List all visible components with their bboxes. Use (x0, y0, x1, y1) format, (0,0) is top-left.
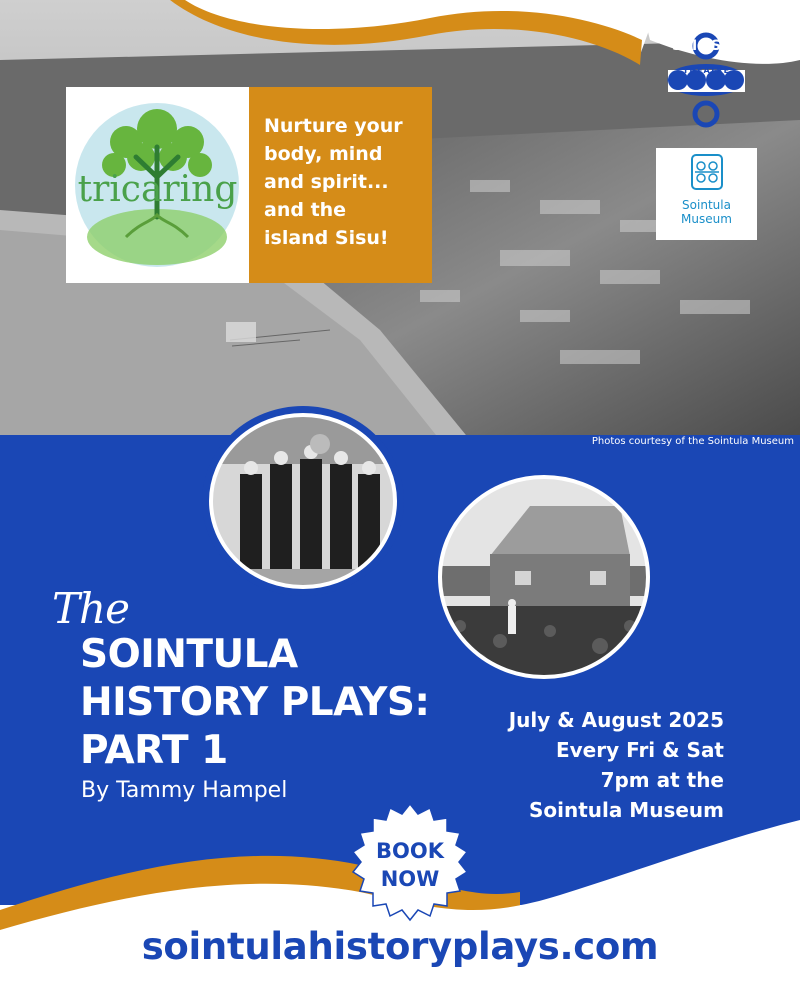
tagline-line: and spirit... (264, 171, 389, 193)
show-title-the: The (52, 584, 129, 633)
museum-logo-line: Sointula (682, 198, 731, 212)
show-title-line: PART 1 (80, 728, 228, 773)
book-now-label[interactable] (345, 837, 475, 893)
show-title-line: SOINTULA (80, 632, 298, 677)
show-title-line: HISTORY PLAYS: (80, 680, 430, 725)
tricaring-logo-card (66, 87, 249, 283)
tagline-line: and the (264, 199, 347, 221)
sisu-letter: U (729, 38, 741, 54)
sointula-museum-logo-card (656, 148, 757, 240)
sisu-letter: S (711, 38, 722, 54)
website-link[interactable]: sointulahistoryplays.com (141, 925, 659, 968)
sisu-letter: I (692, 38, 698, 54)
tagline-line: body, mind (264, 143, 383, 165)
tagline-line: Nurture your (264, 115, 403, 137)
schedule-line: 7pm at the (600, 768, 724, 792)
sisu-letter: S (672, 38, 683, 54)
tagline-line: island Sisu! (264, 227, 389, 249)
book-now-line: BOOK (376, 839, 444, 863)
band-photo (200, 404, 406, 598)
schedule-line: Every Fri & Sat (555, 738, 724, 762)
museum-knot-icon (689, 152, 725, 192)
museum-logo-line: Museum (681, 212, 732, 226)
sisu-theatre-word: THEATRE (682, 66, 731, 75)
show-author: By Tammy Hampel (81, 778, 288, 803)
tricaring-tagline (264, 112, 424, 252)
schedule-line: Sointula Museum (528, 798, 724, 822)
photo-credit: Photos courtesy of the Sointula Museum (591, 436, 794, 447)
book-now-line: NOW (380, 867, 440, 891)
museum-logo-text (656, 198, 757, 226)
tricaring-logo-text: tricaring (77, 169, 238, 210)
barn-photo (430, 466, 658, 688)
schedule-line: July & August 2025 (508, 708, 724, 732)
